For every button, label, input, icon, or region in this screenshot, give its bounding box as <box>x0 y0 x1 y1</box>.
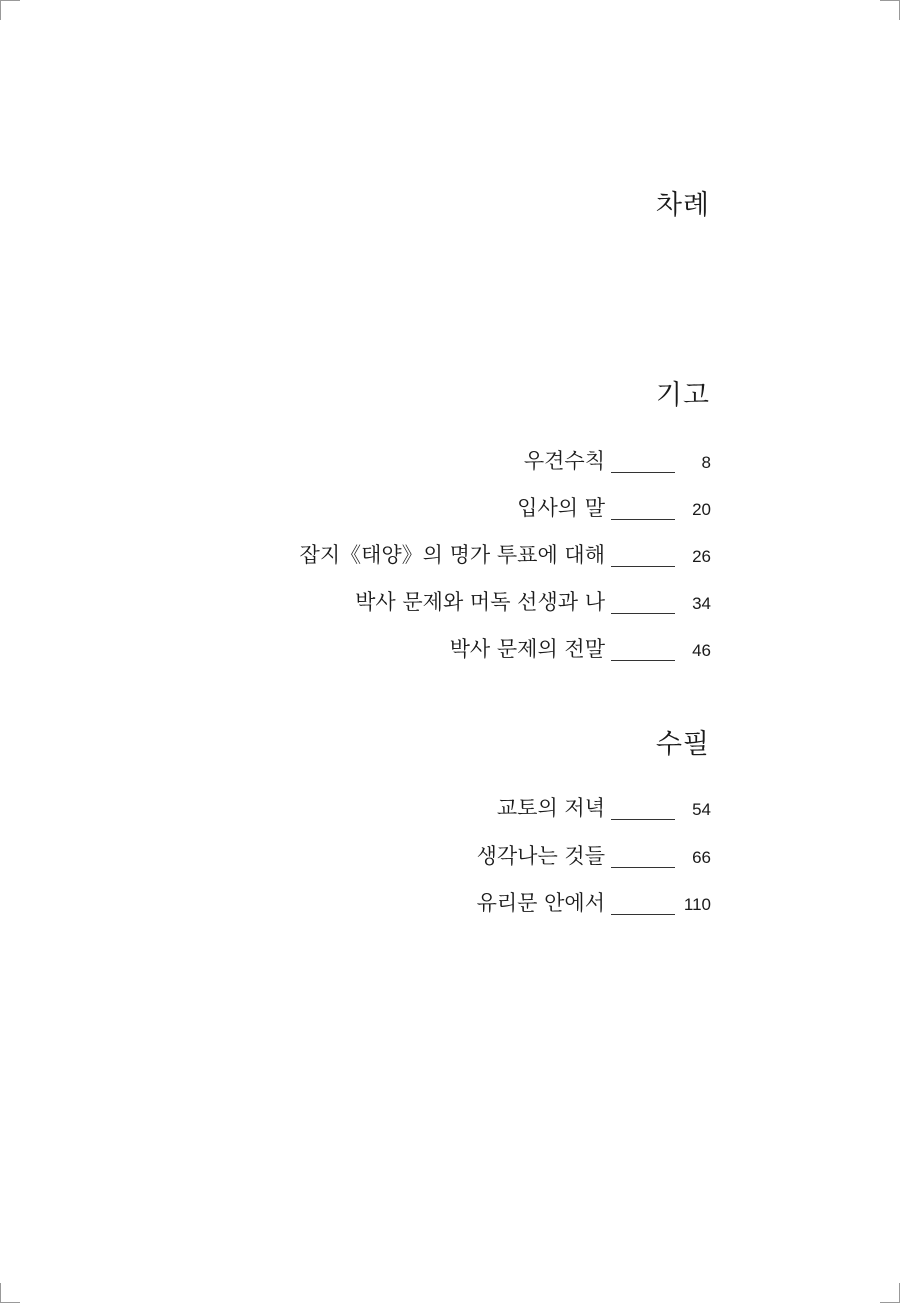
page-number: 26 <box>692 547 711 566</box>
toc-entry[interactable] <box>497 793 711 823</box>
crop-mark <box>880 0 900 1</box>
entry-title: 교토의 저녁 <box>496 796 605 820</box>
leader-line <box>611 867 675 868</box>
toc-entry[interactable] <box>517 493 711 523</box>
entry-title: 잡지《태양》의 명가 투표에 대해 <box>299 543 605 567</box>
entry-title: 유리문 안에서 <box>476 891 605 915</box>
leader-line <box>611 660 675 661</box>
leader-line <box>611 472 675 473</box>
entry-title: 입사의 말 <box>517 496 605 520</box>
toc-entry[interactable] <box>524 446 711 476</box>
section-heading: 수필 <box>655 729 710 760</box>
crop-mark <box>0 1283 1 1303</box>
page-number: 20 <box>692 500 711 519</box>
page-number: 46 <box>692 641 711 660</box>
page-number: 110 <box>683 895 711 914</box>
leader-line <box>611 914 675 915</box>
page-number: 66 <box>692 848 711 867</box>
entry-title: 박사 문제의 전말 <box>449 637 605 661</box>
page-number: 54 <box>692 800 711 819</box>
crop-mark <box>0 0 1 20</box>
entry-title: 생각나는 것들 <box>476 844 605 868</box>
leader-line <box>611 819 675 820</box>
toc-entry[interactable] <box>477 888 711 918</box>
page-number: 34 <box>692 594 711 613</box>
toc-title: 차례 <box>655 190 710 221</box>
toc-entry[interactable] <box>477 841 711 871</box>
toc-entry[interactable] <box>300 540 711 570</box>
entry-title: 우견수칙 <box>523 449 605 473</box>
entry-title: 박사 문제와 머독 선생과 나 <box>355 590 605 614</box>
leader-line <box>611 566 675 567</box>
leader-line <box>611 613 675 614</box>
page-number: 8 <box>701 453 711 472</box>
section-heading: 기고 <box>655 380 710 411</box>
crop-mark <box>0 0 20 1</box>
leader-line <box>611 519 675 520</box>
toc-entry[interactable] <box>355 587 711 617</box>
toc-entry[interactable] <box>450 634 711 664</box>
